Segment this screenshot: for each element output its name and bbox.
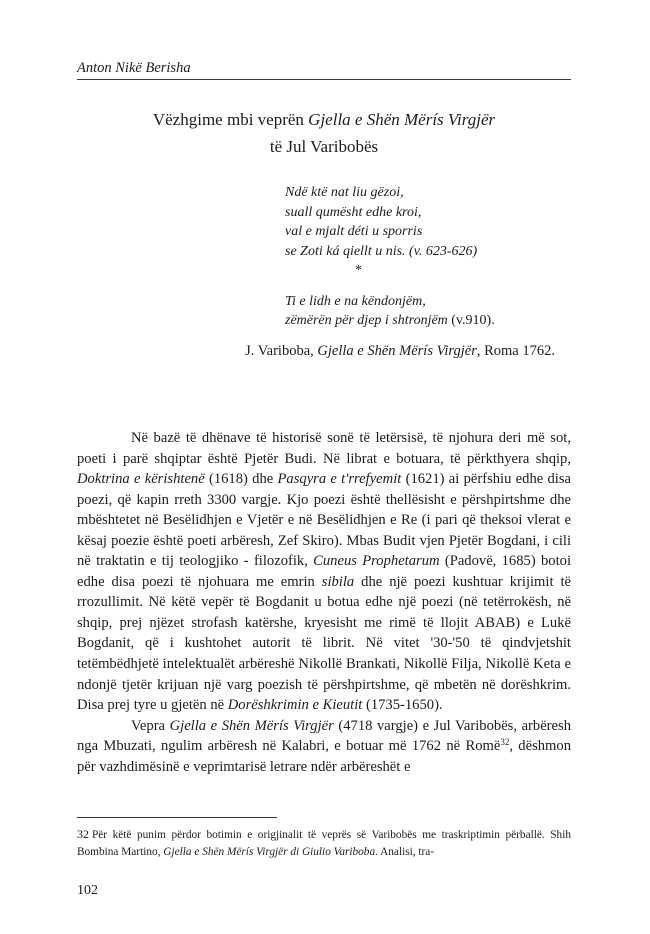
title-line-1: Vëzhgime mbi veprën Gjella e Shën Mërís Virgjër — [152, 110, 496, 129]
title-work-name: Gjella e Shën Mërís Virgjër — [308, 110, 496, 129]
footnote: 32 Për këtë punim përdor botimin e origjinalit të veprës së Varibobës me traskriptimin përballë. Shih Bombina Martino, Gjella e Shën Mërís Virgjër di Giulio Variboba. Analisi, tra- — [77, 827, 571, 858]
article-title — [77, 106, 571, 160]
epigraph-line: suall qumësht edhe kroi, — [285, 204, 422, 220]
title-line-2: të Jul Varibobës — [269, 137, 379, 156]
epigraph-line: zëmërën për djep i shtronjëm (v.910). — [285, 313, 495, 328]
header-author: Anton Nikë Berisha — [77, 60, 191, 76]
page-number: 102 — [77, 883, 98, 898]
epigraph-attribution: J. Variboba, Gjella e Shën Mërís Virgjër, Roma 1762. — [245, 343, 555, 359]
epigraph — [285, 183, 575, 331]
epigraph-separator: * — [355, 263, 362, 278]
footnote-reference[interactable]: 32 — [500, 737, 510, 748]
paragraph: Vepra Gjella e Shën Mërís Virgjër (4718 vargje) e Jul Varibobës, arbëresh nga Mbuzati, ngulim arbëresh në Kalabri, e botuar më 1762 në Romë$^{32}$, dëshmon për vazhdimësinë e veprimtarisë letrare ndër arbëreshët e — [77, 717, 571, 775]
footnote-divider — [77, 817, 277, 818]
epigraph-verse-ref: (v.910). — [447, 313, 495, 328]
body-text — [77, 428, 571, 777]
attribution-work: Gjella e Shën Mërís Virgjër — [317, 343, 477, 359]
epigraph-line: val e mjalt déti u sporris — [285, 224, 423, 239]
footnote-number: 32 — [77, 827, 89, 841]
running-header — [77, 59, 571, 80]
paragraph: Në bazë të dhënave të historisë sonë të letërsisë, të njohura deri më sot, poeti i parë shqiptar është Pjetër Budi. Në librat e botuara, të përkthyera shqip, Doktrina e kërishtenë (1618) dhe Pasqyra e t'rrefyemit (1621) ai përfshiu edhe disa poezi, që kapin rreth 3300 vargje. Kjo poezi është thellësisht e përshpirtshme dhe mbështetet në Besëlidhjen e Vjetër e në Besëlidhjen e Re (i pari që theksoi vlerat e kësaj poezie është poeti arbëresh, Zef Skiro). Mbas Budit vjen Pjetër Bogdani, i cili në traktatin e tij teologjiko - filozofik, Cuneus Prophetarum (Padovë, 1685) botoi edhe disa poezi të njohuara me emrin sibila dhe një poezi kushtuar krijimit të rrozullimit. Në këtë vepër të Bogdanit u botua edhe një poezi (në tetërrokësh, në shqip, prej njëzet strofash katërshe, kryesisht me rimë të llojit ABAB) e Lukë Bogdanit, që i kushtohet autorit të librit. Në vitet '30-'50 të qindvjetshit tetëmbëdhjetë intelektualët arbëreshë Nikollë Brankati, Nikollë Filja, Nikollë Keta e ndonjë tjetër krijuan një varg poezish të përshpirtshme, që mbetën në dorëshkrim. Disa prej tyre u gjetën në Dorëshkrimin e Kieutit (1735-1650). — [77, 430, 571, 714]
epigraph-line: Ti e lidh e na këndonjëm, — [285, 293, 426, 309]
epigraph-line: Ndë ktë nat liu gëzoi, — [285, 185, 404, 200]
epigraph-line: se Zoti ká qiellt u nis. (v. 623-626) — [285, 243, 478, 259]
